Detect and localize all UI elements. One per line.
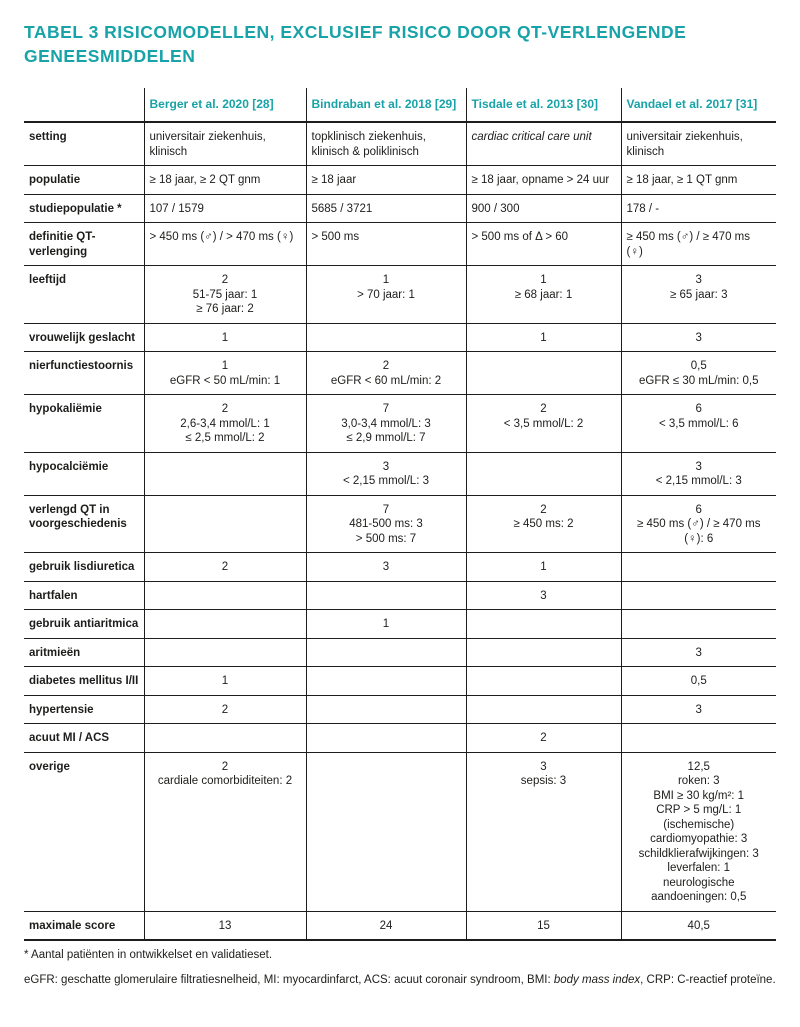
abbreviations-part2: , CRP: C-reactief proteïne.	[640, 974, 776, 986]
cell-line: klinisch & poliklinisch	[311, 145, 419, 158]
cell-tisdale	[466, 695, 621, 724]
row-label-line: diabetes mellitus I/II	[29, 675, 139, 687]
cell-tisdale	[466, 638, 621, 667]
header-vandael: Vandael et al. 2017 [31]	[621, 88, 776, 122]
row-label	[24, 323, 144, 352]
cell-line: < 2,15 mmol/L: 3	[343, 475, 429, 487]
cell-line: ≥ 18 jaar, opname > 24 uur	[471, 174, 610, 186]
cell-line: ≥ 18 jaar, ≥ 1 QT gnm	[626, 174, 738, 186]
cell-line: 7	[382, 503, 390, 516]
cell-tisdale	[466, 581, 621, 610]
cell-bindraban	[306, 553, 466, 582]
cell-line: 51-75 jaar: 1	[192, 288, 258, 301]
cell-line: 2	[221, 561, 229, 573]
cell-line: ≥ 76 jaar: 2	[196, 303, 254, 315]
cell-line: 3	[382, 561, 390, 573]
table-row	[24, 194, 776, 223]
cell-line: 1	[221, 331, 229, 344]
abbreviations-note	[24, 972, 776, 988]
cell-line: (♀)	[626, 245, 643, 258]
cell-line: > 500 ms	[311, 231, 360, 243]
cell-berger	[144, 223, 306, 266]
cell-line: 3	[540, 760, 547, 773]
cell-line: 1	[221, 360, 229, 372]
cell-bindraban	[306, 266, 466, 324]
cell-line: 2	[221, 403, 229, 415]
abbreviations-part1: eGFR: geschatte glomerulaire filtratiesnelheid, MI: myocardinfarct, ACS: acuut coronair syndroom, BMI:	[24, 974, 554, 986]
cell-line: 2	[540, 732, 547, 744]
cell-line: ≥ 450 ms: 2	[513, 518, 574, 530]
cell-tisdale	[466, 122, 621, 166]
cell-line: 1	[382, 274, 390, 286]
row-label-line: hartfalen	[29, 589, 78, 602]
cell-bindraban	[306, 323, 466, 352]
table-row	[24, 122, 776, 166]
cell-line: 3,0-3,4 mmol/L: 3	[341, 417, 431, 430]
cell-line: 2	[221, 703, 229, 716]
row-label	[24, 495, 144, 553]
cell-line: 3	[695, 703, 702, 716]
cell-vandael	[621, 352, 776, 395]
header-berger: Berger et al. 2020 [28]	[144, 88, 306, 122]
cell-line: 3	[382, 460, 390, 473]
cell-vandael	[621, 122, 776, 166]
cell-tisdale	[466, 667, 621, 696]
cell-line: 0,5	[690, 360, 707, 372]
cell-line: 2	[540, 503, 547, 516]
cell-line: 3	[695, 646, 702, 659]
cell-line: (ischemische)	[663, 818, 735, 831]
cell-vandael	[621, 581, 776, 610]
cell-tisdale	[466, 323, 621, 352]
row-label	[24, 223, 144, 266]
cell-line: 1	[540, 331, 547, 344]
cell-line: 7	[382, 403, 390, 415]
cell-vandael	[621, 266, 776, 324]
cell-line: ≤ 2,9 mmol/L: 7	[346, 432, 426, 444]
cell-vandael	[621, 638, 776, 667]
row-label	[24, 553, 144, 582]
cell-vandael	[621, 323, 776, 352]
header-bindraban: Bindraban et al. 2018 [29]	[306, 88, 466, 122]
cell-line: 13	[218, 919, 232, 932]
row-label-line: gebruik lisdiuretica	[29, 561, 135, 573]
cell-line: > 500 ms: 7	[355, 532, 417, 545]
cell-line: cardiale comorbiditeiten: 2	[157, 775, 293, 787]
row-label-line: vrouwelijk geslacht	[29, 331, 136, 344]
cell-line: schildklierafwijkingen: 3	[638, 847, 759, 860]
cell-line: roken: 3	[677, 775, 720, 787]
cell-vandael	[621, 194, 776, 223]
cell-line: 481-500 ms: 3	[349, 518, 423, 530]
cell-line: 107 / 1579	[149, 202, 204, 215]
footnote: * Aantal patiënten in ontwikkelset en validatieset.	[24, 949, 273, 961]
cell-tisdale	[466, 223, 621, 266]
cell-line: ≥ 450 ms (♂) / ≥ 470 ms	[636, 518, 761, 530]
cell-line: 2	[382, 360, 390, 372]
cell-bindraban	[306, 610, 466, 639]
cell-bindraban	[306, 495, 466, 553]
row-label-line: leeftijd	[29, 274, 67, 286]
cell-line: eGFR < 50 mL/min: 1	[169, 374, 281, 387]
cell-bindraban	[306, 166, 466, 195]
row-label-line: definitie QT-	[29, 231, 96, 243]
cell-bindraban	[306, 638, 466, 667]
cell-berger	[144, 352, 306, 395]
row-label-line: nierfunctiestoornis	[29, 360, 134, 372]
cell-vandael	[621, 667, 776, 696]
cell-line: 12,5	[687, 760, 710, 773]
cell-vandael	[621, 695, 776, 724]
table-row	[24, 495, 776, 553]
table-header-row	[24, 88, 776, 122]
cell-vandael	[621, 911, 776, 940]
table-row	[24, 266, 776, 324]
cell-line: < 2,15 mmol/L: 3	[655, 475, 742, 487]
table-row	[24, 581, 776, 610]
cell-berger	[144, 395, 306, 453]
cell-line: 40,5	[687, 919, 710, 932]
row-label-line: setting	[29, 131, 67, 143]
cell-berger	[144, 266, 306, 324]
cell-line: ≥ 18 jaar	[311, 174, 357, 186]
table-row	[24, 553, 776, 582]
row-label-line: voorgeschiedenis	[29, 518, 127, 530]
cell-berger	[144, 610, 306, 639]
cell-line: 3	[695, 460, 702, 473]
table-row	[24, 395, 776, 453]
row-label	[24, 695, 144, 724]
row-label	[24, 911, 144, 940]
cell-line: klinisch	[626, 145, 665, 158]
cell-line: 178 / -	[626, 202, 660, 215]
cell-tisdale	[466, 495, 621, 553]
header-tisdale: Tisdale et al. 2013 [30]	[466, 88, 621, 122]
cell-vandael	[621, 610, 776, 639]
cell-bindraban	[306, 452, 466, 495]
cell-line: 2	[221, 760, 229, 773]
abbreviations-italic: body mass index	[553, 974, 641, 986]
row-label	[24, 166, 144, 195]
cell-bindraban	[306, 395, 466, 453]
row-label	[24, 395, 144, 453]
cell-berger	[144, 194, 306, 223]
cell-tisdale	[466, 724, 621, 753]
row-label	[24, 724, 144, 753]
cell-line: 0,5	[690, 675, 707, 687]
row-label-line: overige	[29, 760, 70, 773]
row-label	[24, 610, 144, 639]
cell-bindraban	[306, 122, 466, 166]
row-label-line: studiepopulatie *	[29, 202, 122, 215]
cell-line: ≥ 65 jaar: 3	[670, 288, 728, 301]
cell-line: universitair ziekenhuis,	[149, 131, 266, 143]
cell-vandael	[621, 223, 776, 266]
cell-line: 1	[540, 561, 547, 573]
cell-line: sepsis: 3	[520, 775, 567, 787]
cell-tisdale	[466, 395, 621, 453]
cell-line: neurologische	[662, 876, 735, 889]
cell-line: 3	[695, 274, 702, 286]
cell-line: 1	[382, 618, 390, 630]
table-row	[24, 352, 776, 395]
cell-bindraban	[306, 194, 466, 223]
table-title: TABEL 3 RISICOMODELLEN, EXCLUSIEF RISICO DOOR QT-VERLENGENDE GENEESMIDDELEN	[24, 22, 687, 66]
cell-vandael	[621, 752, 776, 911]
cell-berger	[144, 724, 306, 753]
table-row	[24, 724, 776, 753]
cell-berger	[144, 323, 306, 352]
cell-bindraban	[306, 695, 466, 724]
cell-tisdale	[466, 452, 621, 495]
cell-line: > 500 ms of Δ > 60	[471, 231, 569, 243]
cell-line: 24	[379, 919, 393, 932]
cell-line: topklinisch ziekenhuis,	[311, 131, 426, 143]
cell-line: leverfalen: 1	[667, 862, 731, 874]
header-empty	[24, 88, 144, 122]
cell-line: < 3,5 mmol/L: 2	[503, 417, 584, 430]
cell-line: eGFR < 60 mL/min: 2	[330, 374, 442, 387]
cell-line: > 70 jaar: 1	[357, 288, 415, 301]
row-label	[24, 581, 144, 610]
cell-bindraban	[306, 223, 466, 266]
cell-tisdale	[466, 194, 621, 223]
cell-berger	[144, 638, 306, 667]
row-label	[24, 194, 144, 223]
row-label-line: verlenging	[29, 245, 88, 258]
cell-line: cardiac critical care unit	[471, 131, 592, 143]
cell-line: 6	[695, 503, 702, 516]
cell-line: 1	[540, 274, 547, 286]
cell-line: CRP > 5 mg/L: 1	[656, 804, 742, 816]
cell-line: universitair ziekenhuis,	[626, 131, 743, 143]
cell-bindraban	[306, 752, 466, 911]
table-row	[24, 695, 776, 724]
cell-line: 3	[695, 331, 702, 344]
cell-tisdale	[466, 610, 621, 639]
cell-vandael	[621, 452, 776, 495]
row-label-line: populatie	[29, 174, 81, 186]
cell-berger	[144, 495, 306, 553]
cell-berger	[144, 166, 306, 195]
table-row	[24, 610, 776, 639]
cell-tisdale	[466, 352, 621, 395]
row-label-line: verlengd QT in	[29, 503, 110, 516]
row-label	[24, 266, 144, 324]
cell-tisdale	[466, 911, 621, 940]
cell-line: 15	[537, 919, 550, 932]
table-row	[24, 323, 776, 352]
cell-line: 5685 / 3721	[311, 202, 373, 215]
cell-tisdale	[466, 752, 621, 911]
table-row	[24, 667, 776, 696]
cell-berger	[144, 752, 306, 911]
cell-line: < 3,5 mmol/L: 6	[658, 417, 739, 430]
cell-line: ≥ 450 ms (♂) / ≥ 470 ms	[626, 231, 751, 243]
cell-vandael	[621, 395, 776, 453]
cell-bindraban	[306, 724, 466, 753]
cell-line: BMI ≥ 30 kg/m²: 1	[653, 789, 745, 802]
table-row	[24, 752, 776, 911]
table-row	[24, 638, 776, 667]
cell-line: 3	[540, 589, 547, 602]
cell-berger	[144, 667, 306, 696]
cell-vandael	[621, 166, 776, 195]
cell-line: 2	[221, 274, 229, 286]
cell-line: 6	[695, 403, 702, 415]
cell-bindraban	[306, 352, 466, 395]
table-row	[24, 223, 776, 266]
cell-line: ≥ 18 jaar, ≥ 2 QT gnm	[149, 174, 261, 186]
cell-line: (♀): 6	[684, 532, 714, 545]
table-row	[24, 166, 776, 195]
cell-line: > 450 ms (♂) / > 470 ms (♀)	[149, 231, 294, 243]
cell-bindraban	[306, 911, 466, 940]
row-label-line: hypocalciëmie	[29, 460, 109, 473]
cell-bindraban	[306, 667, 466, 696]
risk-model-table	[24, 88, 776, 941]
cell-bindraban	[306, 581, 466, 610]
cell-line: eGFR ≤ 30 mL/min: 0,5	[639, 374, 759, 387]
row-label	[24, 667, 144, 696]
cell-tisdale	[466, 266, 621, 324]
cell-line: 2	[540, 403, 547, 415]
cell-line: klinisch	[149, 145, 188, 158]
row-label	[24, 122, 144, 166]
table-row	[24, 911, 776, 940]
row-label-line: maximale score	[29, 919, 116, 932]
row-label-line: hypokaliëmie	[29, 403, 102, 415]
cell-vandael	[621, 553, 776, 582]
row-label-line: acuut MI / ACS	[29, 732, 110, 744]
cell-line: ≥ 68 jaar: 1	[514, 288, 573, 301]
cell-berger	[144, 695, 306, 724]
cell-vandael	[621, 495, 776, 553]
cell-berger	[144, 452, 306, 495]
cell-line: 2,6-3,4 mmol/L: 1	[180, 417, 270, 430]
table-body	[24, 122, 776, 940]
row-label	[24, 452, 144, 495]
row-label	[24, 352, 144, 395]
row-label	[24, 752, 144, 911]
cell-line: aandoeningen: 0,5	[651, 891, 747, 903]
cell-berger	[144, 581, 306, 610]
row-label-line: aritmieën	[29, 646, 81, 659]
row-label	[24, 638, 144, 667]
cell-line: 1	[221, 675, 229, 687]
table-row	[24, 452, 776, 495]
cell-line: cardiomyopathie: 3	[650, 833, 748, 845]
cell-tisdale	[466, 166, 621, 195]
row-label-line: gebruik antiaritmica	[29, 618, 139, 630]
row-label-line: hypertensie	[29, 703, 94, 716]
cell-vandael	[621, 724, 776, 753]
cell-tisdale	[466, 553, 621, 582]
cell-berger	[144, 122, 306, 166]
cell-line: ≤ 2,5 mmol/L: 2	[185, 432, 265, 444]
cell-berger	[144, 911, 306, 940]
cell-berger	[144, 553, 306, 582]
cell-line: 900 / 300	[471, 202, 520, 215]
